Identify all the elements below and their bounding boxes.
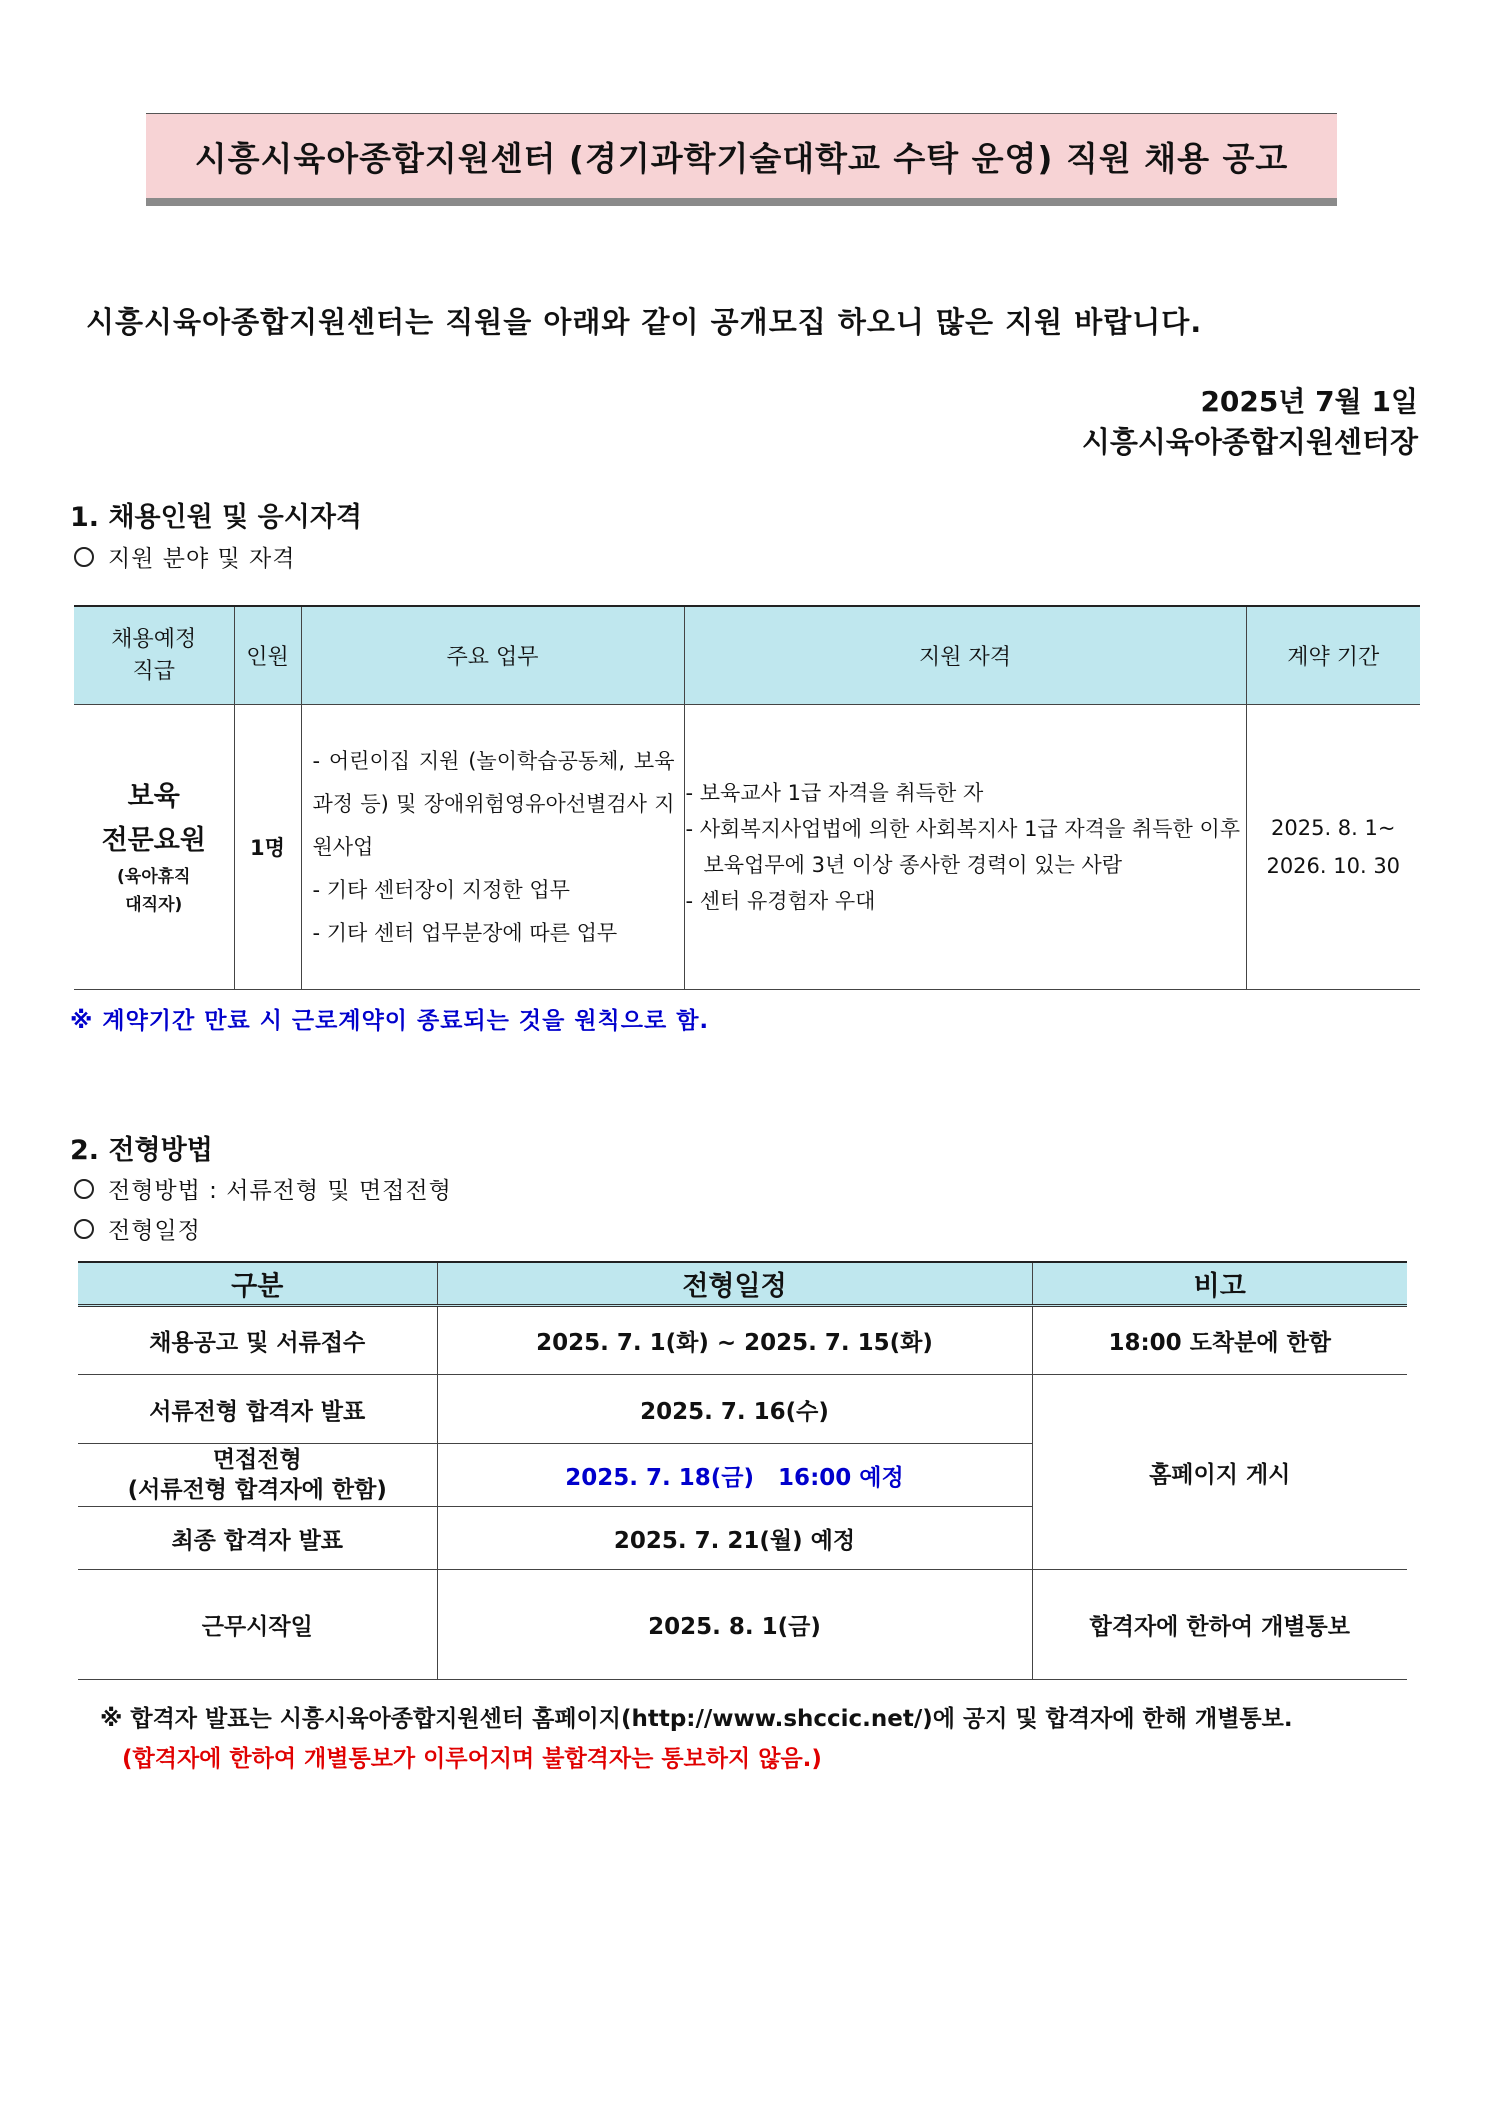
position-cell: 보육 전문요원 (육아휴직 대직자) <box>74 705 234 990</box>
notice-issuer: 시흥시육아종합지원센터장 <box>1081 425 1418 459</box>
contract-note: ※ 계약기간 만료 시 근로계약이 종료되는 것을 원칙으로 함. <box>70 1008 710 1034</box>
schedule-cell: 2025. 7. 18(금) 16:00 예정 <box>437 1444 1032 1507</box>
header-qualification: 지원 자격 <box>684 606 1246 705</box>
count-cell: 1명 <box>234 705 301 990</box>
table-row <box>78 1570 1407 1680</box>
stage-cell: 근무시작일 <box>78 1570 437 1680</box>
remarks-cell: 18:00 도착분에 한함 <box>1032 1306 1407 1375</box>
schedule-table-header <box>78 1262 1407 1306</box>
list-item: - 센터 유경험자 우대 <box>685 889 876 913</box>
schedule-cell: 2025. 7. 16(수) <box>437 1375 1032 1444</box>
table-row <box>74 705 1420 990</box>
stage-cell: 채용공고 및 서류접수 <box>78 1306 437 1375</box>
section2-heading: 2. 전형방법 <box>70 1135 213 1166</box>
page-title: 시흥시육아종합지원센터 (경기과학기술대학교 수탁 운영) 직원 채용 공고 <box>146 113 1337 206</box>
recruitment-table-header <box>74 606 1420 705</box>
schedule-cell: 2025. 7. 1(화) ~ 2025. 7. 15(화) <box>437 1306 1032 1375</box>
section1-subheading: 지원 분야 및 자격 <box>74 540 295 573</box>
header-stage: 구분 <box>78 1262 437 1306</box>
schedule-cell: 2025. 7. 21(월) 예정 <box>437 1507 1032 1570</box>
list-item: - 기타 센터장이 지정한 업무 <box>312 877 570 902</box>
schedule-cell: 2025. 8. 1(금) <box>437 1570 1032 1680</box>
qualification-cell <box>684 705 1246 990</box>
selection-schedule-label: 전형일정 <box>74 1212 201 1245</box>
recruitment-table <box>74 605 1420 990</box>
list-item: - 사회복지사업법에 의한 사회복지사 1급 자격을 취득한 이후 보육업무에 3년 이상 종사한 경력이 있는 사람 <box>685 817 1241 877</box>
list-item: - 기타 센터 업무분장에 따른 업무 <box>312 920 618 945</box>
table-row <box>78 1375 1407 1444</box>
stage-cell: 최종 합격자 발표 <box>78 1507 437 1570</box>
stage-cell: 면접전형 (서류전형 합격자에 한함) <box>78 1444 437 1507</box>
schedule-table <box>78 1261 1407 1680</box>
remarks-cell: 홈페이지 게시 <box>1032 1375 1407 1570</box>
circle-bullet-icon <box>74 1179 94 1199</box>
header-count: 인원 <box>234 606 301 705</box>
header-period: 계약 기간 <box>1246 606 1420 705</box>
list-item: - 보육교사 1급 자격을 취득한 자 <box>685 781 984 805</box>
period-cell: 2025. 8. 1~ 2026. 10. 30 <box>1246 705 1420 990</box>
circle-bullet-icon <box>74 547 94 567</box>
stage-cell: 서류전형 합격자 발표 <box>78 1375 437 1444</box>
header-duties: 주요 업무 <box>301 606 684 705</box>
list-item: - 어린이집 지원 (놀이학습공동체, 보육과정 등) 및 장애위험영유아선별검사 지원사업 <box>312 748 675 859</box>
announcement-note: ※ 합격자 발표는 시흥시육아종합지원센터 홈페이지(http://www.shccic.net/)에 공지 및 합격자에 한해 개별통보. <box>100 1706 1293 1732</box>
intro-text: 시흥시육아종합지원센터는 직원을 아래와 같이 공개모집 하오니 많은 지원 바랍니다. <box>86 305 1203 339</box>
header-remarks: 비고 <box>1032 1262 1407 1306</box>
announcement-note-red: (합격자에 한하여 개별통보가 이루어지며 불합격자는 통보하지 않음.) <box>122 1746 822 1772</box>
section1-heading: 1. 채용인원 및 응시자격 <box>70 502 362 533</box>
header-schedule: 전형일정 <box>437 1262 1032 1306</box>
header-position: 채용예정 직급 <box>74 606 234 705</box>
remarks-cell: 합격자에 한하여 개별통보 <box>1032 1570 1407 1680</box>
duties-cell <box>301 705 684 990</box>
selection-method: 전형방법 : 서류전형 및 면접전형 <box>74 1172 452 1205</box>
table-row <box>78 1306 1407 1375</box>
notice-date: 2025년 7월 1일 <box>1200 385 1418 418</box>
circle-bullet-icon <box>74 1219 94 1239</box>
